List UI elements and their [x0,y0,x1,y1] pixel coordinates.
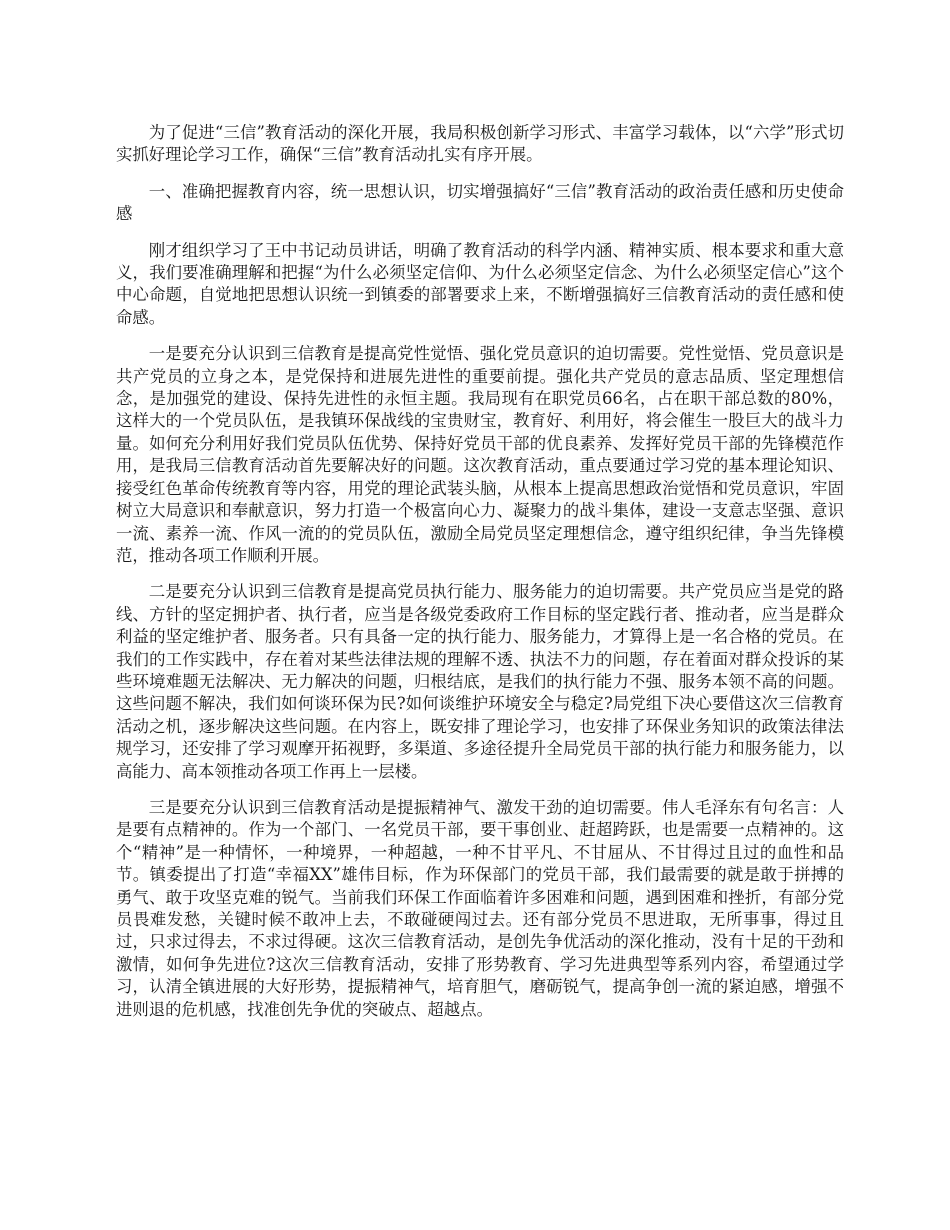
body-paragraph-3: 二是要充分认识到三信教育是提高党员执行能力、服务能力的迫切需要。共产党员应当是党的路线、方针的坚定拥护者、执行者，应当是各级党委政府工作目标的坚定践行者、推动者，应当是群众利益的坚定维护者、服务者。只有具备一定的执行能力、服务能力，才算得上是一名合格的党员。在我们的工作实践中，存在着对某些法律法规的理解不透、执法不力的问题，存在着面对群众投诉的某些环境难题无法解决、无力解决的问题，归根结底，是我们的执行能力不强、服务本领不高的问题。这些问题不解决，我们如何谈环保为民?如何谈维护环境安全与稳定?局党组下决心要借这次三信教育活动之机，逐步解决这些问题。在内容上，既安排了理论学习，也安排了环保业务知识的政策法律法规学习，还安排了学习观摩开拓视野，多渠道、多途径提升全局党员干部的执行能力和服务能力，以高能力、高本领推动各项工作再上一层楼。 [116,582,844,781]
body-paragraph-4: 三是要充分认识到三信教育活动是提振精神气、激发干劲的迫切需要。伟人毛泽东有句名言：人是要有点精神的。作为一个部门、一名党员干部，要干事创业、赶超跨跃，也是需要一点精神的。这个“精神”是一种情怀，一种境界，一种超越，一种不甘平凡、不甘屈从、不甘得过且过的血性和品节。镇委提出了打造“幸福XX”雄伟目标，作为环保部门的党员干部，我们最需要的就是敢于拼搏的勇气、敢于攻坚克难的锐气。当前我们环保工作面临着许多困难和问题，遇到困难和挫折，有部分党员畏难发愁，关键时候不敢冲上去，不敢碰硬闯过去。还有部分党员不思进取，无所事事，得过且过，只求过得去，不求过得硬。这次三信教育活动，是创先争优活动的深化推动，没有十足的干劲和激情，如何争先进位?这次三信教育活动，安排了形势教育、学习先进典型等系列内容，希望通过学习，认清全镇进展的大好形势，提振精神气，培育胆气，磨砺锐气，提高争创一流的紧迫感，增强不进则退的危机感，找准创先争优的突破点、超越点。 [116,797,844,1019]
body-paragraph-2: 一是要充分认识到三信教育是提高党性觉悟、强化党员意识的迫切需要。党性觉悟、党员意识是共产党员的立身之本，是党保持和进展先进性的重要前提。强化共产党员的意志品质、坚定理想信念，是加强党的建设、保持先进性的永恒主题。我局现有在职党员66名，占在职干部总数的80%，这样大的一个党员队伍，是我镇环保战线的宝贵财宝，教育好、利用好，将会催生一股巨大的战斗力量。如何充分利用好我们党员队伍优势、保持好党员干部的优良素养、发挥好党员干部的先锋模范作用，是我局三信教育活动首先要解决好的问题。这次教育活动，重点要通过学习党的基本理论知识、接受红色革命传统教育等内容，用党的理论武装头脑，从根本上提高思想政治觉悟和党员意识，牢固树立大局意识和奉献意识，努力打造一个极富向心力、凝聚力的战斗集体，建设一支意志坚强、意识一流、素养一流、作风一流的的党员队伍，激励全局党员坚定理想信念，遵守组织纪律，争当先锋模范，推动各项工作顺利开展。 [116,344,844,565]
document-body [116,122,844,1035]
intro-paragraph: 为了促进“三信”教育活动的深化开展，我局积极创新学习形式、丰富学习载体，以“六学”形式切实抓好理论学习工作，确保“三信”教育活动扎实有序开展。 [116,123,844,165]
section-heading-1: 一、准确把握教育内容，统一思想认识，切实增强搞好“三信”教育活动的政治责任感和历史使命感 [116,181,844,224]
body-paragraph-1: 刚才组织学习了王中书记动员讲话，明确了教育活动的科学内涵、精神实质、根本要求和重大意义，我们要准确理解和把握“为什么必须坚定信仰、为什么必须坚定信念、为什么必须坚定信心”这个中心命题，自觉地把思想认识统一到镇委的部署要求上来，不断增强搞好三信教育活动的责任感和使命感。 [116,240,844,327]
